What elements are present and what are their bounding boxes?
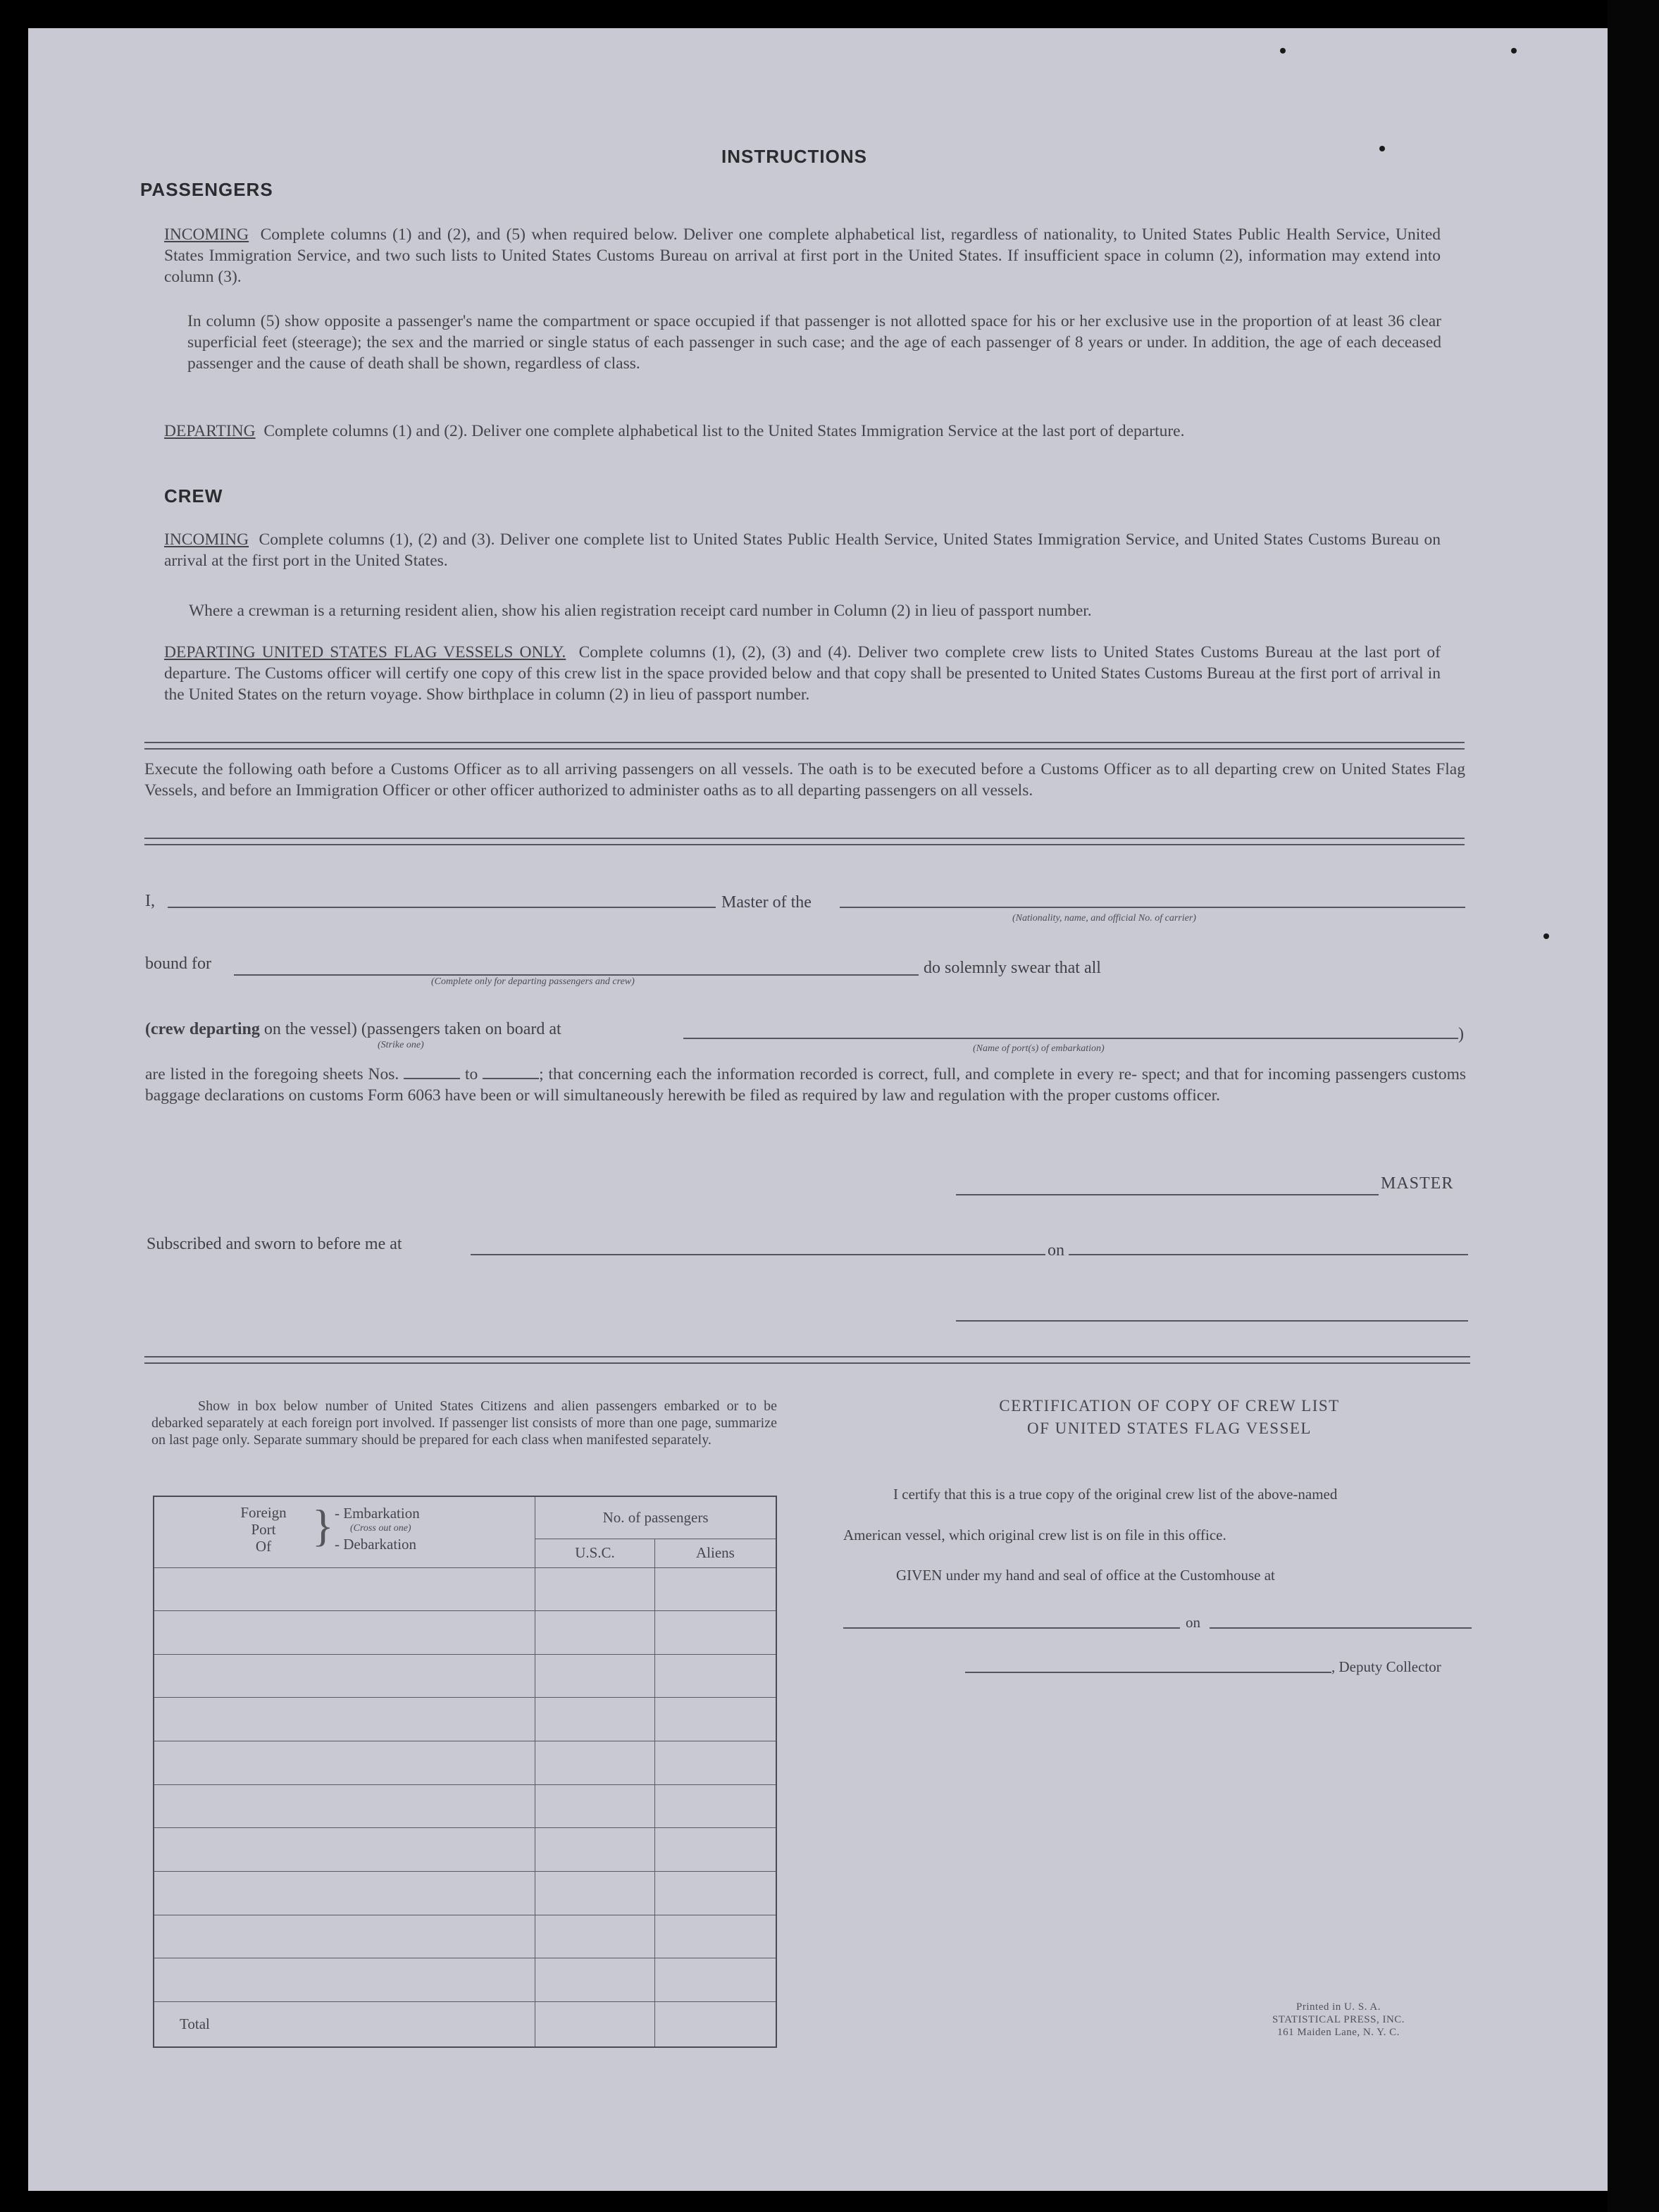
- usc-header: U.S.C.: [535, 1539, 655, 1567]
- of-label: Of: [255, 1538, 272, 1555]
- listed-to: to: [464, 1065, 478, 1083]
- sheets-paragraph: [145, 1064, 1466, 1106]
- certify-text-2: American vessel, which original crew list is on file in this office.: [843, 1527, 1226, 1543]
- total-label: Total: [154, 2001, 535, 2047]
- on-vessel-label: on the vessel): [263, 1020, 357, 1038]
- port-note: (Name of port(s) of embarkation): [973, 1043, 1105, 1054]
- master-label: MASTER: [1381, 1174, 1454, 1193]
- customhouse-field[interactable]: [843, 1627, 1180, 1629]
- master-of-label: Master of the: [721, 893, 812, 912]
- sheet-to-field[interactable]: [483, 1078, 539, 1079]
- foreign-label: Foreign: [240, 1504, 287, 1521]
- given-text: GIVEN under my hand and seal of office at the Customhouse at: [896, 1567, 1275, 1584]
- no-of-passengers-header: No. of passengers: [535, 1496, 776, 1539]
- passengers-incoming-paragraph: [164, 224, 1441, 287]
- close-paren: ): [1458, 1025, 1464, 1043]
- total-aliens-cell[interactable]: [654, 2001, 776, 2047]
- crew-incoming-label: INCOMING: [164, 530, 249, 549]
- crew-departing-label: (crew departing: [145, 1020, 260, 1038]
- certification-title-1: CERTIFICATION OF COPY OF CREW LIST: [999, 1397, 1340, 1415]
- passengers-departing-paragraph: [164, 421, 1441, 442]
- total-usc-cell[interactable]: [535, 2001, 655, 2047]
- aliens-cell[interactable]: [654, 1611, 776, 1655]
- port-label: Port: [251, 1521, 276, 1538]
- aliens-cell[interactable]: [654, 1784, 776, 1828]
- oath-i-label: I,: [145, 892, 155, 910]
- usc-cell[interactable]: [535, 1915, 655, 1958]
- subscribed-label: Subscribed and sworn to before me at: [147, 1235, 402, 1253]
- passengers-heading: PASSENGERS: [140, 179, 273, 200]
- passengers-incoming-text: Complete columns (1) and (2), and (5) when required below. Deliver one complete alphabetical list, regardless of nationality, to United States Public Health Service, United States Immigration Service, and two such lists to United States Customs Bureau on arrival at first port in the United States. If insufficient space in column (2), information may extend into column (3).: [164, 225, 1441, 286]
- aliens-cell[interactable]: [654, 1741, 776, 1785]
- usc-cell[interactable]: [535, 1741, 655, 1785]
- port-cell[interactable]: [154, 1741, 535, 1785]
- usc-cell[interactable]: [535, 1654, 655, 1698]
- crew-incoming-paragraph: [164, 529, 1441, 571]
- embark-debark-options: [335, 1505, 420, 1552]
- carrier-note: (Nationality, name, and official No. of carrier): [1012, 913, 1196, 924]
- debarkation-option[interactable]: - Debarkation: [335, 1536, 417, 1553]
- usc-cell[interactable]: [535, 1958, 655, 2002]
- usc-cell[interactable]: [535, 1784, 655, 1828]
- crew-incoming-text: Complete columns (1), (2) and (3). Deliver one complete list to United States Public Health Service, United States Immigration Service, and United States Customs Bureau on arrival at the first port in the United States.: [164, 530, 1441, 570]
- printer-imprint: [1240, 2001, 1437, 2039]
- passengers-incoming-label: INCOMING: [164, 225, 249, 244]
- printer-line-2: STATISTICAL PRESS, INC.: [1272, 2014, 1405, 2025]
- port-header-cell: [154, 1496, 535, 1567]
- listed-b: ; that concerning each the information recorded is correct, full, and complete in every re-: [539, 1065, 1138, 1083]
- bound-for-label: bound for: [145, 955, 211, 973]
- scan-speck: [1280, 48, 1286, 54]
- cross-out-note: (Cross out one): [350, 1523, 411, 1534]
- strike-one-note: (Strike one): [378, 1040, 424, 1050]
- aliens-cell[interactable]: [654, 1958, 776, 2002]
- vessel-line: [145, 1020, 561, 1039]
- usc-cell[interactable]: [535, 1567, 655, 1611]
- scan-border: [1608, 0, 1659, 2212]
- sworn-on-label: on: [1048, 1241, 1064, 1260]
- carrier-field[interactable]: [840, 907, 1465, 908]
- certify-text-1: I certify that this is a true copy of the original crew list of the above-named: [893, 1486, 1338, 1503]
- aliens-cell[interactable]: [654, 1871, 776, 1915]
- aliens-cell[interactable]: [654, 1828, 776, 1872]
- port-cell[interactable]: [154, 1828, 535, 1872]
- certification-title: [916, 1395, 1423, 1440]
- port-cell[interactable]: [154, 1611, 535, 1655]
- port-cell[interactable]: [154, 1698, 535, 1741]
- usc-cell[interactable]: [535, 1871, 655, 1915]
- section-divider: [144, 1356, 1470, 1364]
- bound-for-field[interactable]: [234, 974, 919, 976]
- passengers-departing-text: Complete columns (1) and (2). Deliver one complete alphabetical list to the United States Immigration Service at the last port of departure.: [263, 422, 1185, 440]
- port-cell[interactable]: [154, 1915, 535, 1958]
- scan-speck: [1379, 146, 1385, 151]
- crew-alien-text: Where a crewman is a returning resident alien, show his alien registration receipt card number in Column (2) in lieu of passport number.: [189, 602, 1092, 620]
- port-cell[interactable]: [154, 1567, 535, 1611]
- usc-cell[interactable]: [535, 1828, 655, 1872]
- aliens-cell[interactable]: [654, 1698, 776, 1741]
- section-divider: [144, 838, 1465, 845]
- certification-title-2: OF UNITED STATES FLAG VESSEL: [1027, 1419, 1312, 1437]
- scan-speck: [1511, 48, 1517, 54]
- port-cell[interactable]: [154, 1784, 535, 1828]
- officer-signature-field[interactable]: [956, 1320, 1468, 1322]
- printer-line-1: Printed in U. S. A.: [1296, 2001, 1381, 2013]
- aliens-header: Aliens: [654, 1539, 776, 1567]
- instructions-title: INSTRUCTIONS: [721, 146, 867, 167]
- port-cell[interactable]: [154, 1958, 535, 2002]
- swear-label: do solemnly swear that all: [924, 959, 1101, 977]
- embarkation-port-field[interactable]: [683, 1038, 1458, 1039]
- printer-line-3: 161 Maiden Lane, N. Y. C.: [1277, 2027, 1400, 2038]
- section-divider: [144, 742, 1465, 750]
- passengers-taken-label: (passengers taken on board at: [361, 1020, 561, 1038]
- master-name-field[interactable]: [168, 907, 716, 908]
- deputy-collector-label: , Deputy Collector: [1331, 1658, 1441, 1675]
- sheet-from-field[interactable]: [404, 1078, 460, 1079]
- scan-speck: [1543, 933, 1549, 939]
- port-cell[interactable]: [154, 1871, 535, 1915]
- deputy-signature-field[interactable]: [965, 1672, 1331, 1673]
- port-cell[interactable]: [154, 1654, 535, 1698]
- aliens-cell[interactable]: [654, 1567, 776, 1611]
- usc-cell[interactable]: [535, 1611, 655, 1655]
- passengers-departing-label: DEPARTING: [164, 422, 256, 440]
- passenger-summary-table: [153, 1496, 777, 2048]
- master-signature-field[interactable]: [956, 1194, 1379, 1195]
- usc-cell[interactable]: [535, 1698, 655, 1741]
- summary-instruction: Show in box below number of United States Citizens and alien passengers embarked or to be debarked separately at each foreign port involved. If passenger list consists of more than one page, summarize on last page only. Separate summary should be prepared for each class when manifested separately.: [151, 1398, 777, 1448]
- crew-heading: CREW: [164, 485, 223, 507]
- bound-for-note: (Complete only for departing passengers and crew): [431, 976, 635, 987]
- aliens-cell[interactable]: [654, 1915, 776, 1958]
- embarkation-option[interactable]: - Embarkation: [335, 1505, 420, 1522]
- aliens-cell[interactable]: [654, 1654, 776, 1698]
- listed-c: spect; and that for incoming passengers customs baggage declarations on customs Form 6063 have been or will simultaneously herewith be filed as required by law and regulation with the proper customs officer.: [145, 1065, 1467, 1105]
- certification-on-label: on: [1186, 1614, 1200, 1631]
- oath-instruction: Execute the following oath before a Customs Officer as to all arriving passengers on all vessels. The oath is to be executed before a Customs Officer as to all departing crew on United States Flag Vessels, and before an Immigration Officer or other officer authorized to administer oaths as to all departing passengers on all vessels.: [144, 760, 1465, 800]
- crew-departing-text: Complete columns (1), (2), (3) and (4). Deliver two complete crew lists to United States Customs Bureau at the last port of departure. The Customs officer will certify one copy of this crew list in the space provided below and that copy shall be presented to United States Customs Bureau at the first port of arrival in the United States on the return voyage. Show birthplace in column (2) in lieu of passport number.: [164, 643, 1441, 704]
- brace-icon: }: [312, 1500, 334, 1551]
- passengers-column5-text: In column (5) show opposite a passenger's name the compartment or space occupied if that passenger is not allotted space for his or her exclusive use in the proportion of at least 36 clear superficial feet (steerage); the sex and the married or single status of each passenger in such case; and the age of each passenger of 8 years or under. In addition, the age of each deceased passenger and the cause of death shall be shown, regardless of class.: [187, 312, 1441, 373]
- foreign-port-of: [232, 1504, 295, 1555]
- crew-departing-paragraph: [164, 642, 1441, 705]
- sworn-date-field[interactable]: [1069, 1254, 1468, 1255]
- sworn-place-field[interactable]: [471, 1254, 1045, 1255]
- listed-a: are listed in the foregoing sheets Nos.: [145, 1065, 399, 1083]
- crew-departing-label: DEPARTING UNITED STATES FLAG VESSELS ONLY.: [164, 643, 566, 661]
- certification-date-field[interactable]: [1210, 1627, 1472, 1629]
